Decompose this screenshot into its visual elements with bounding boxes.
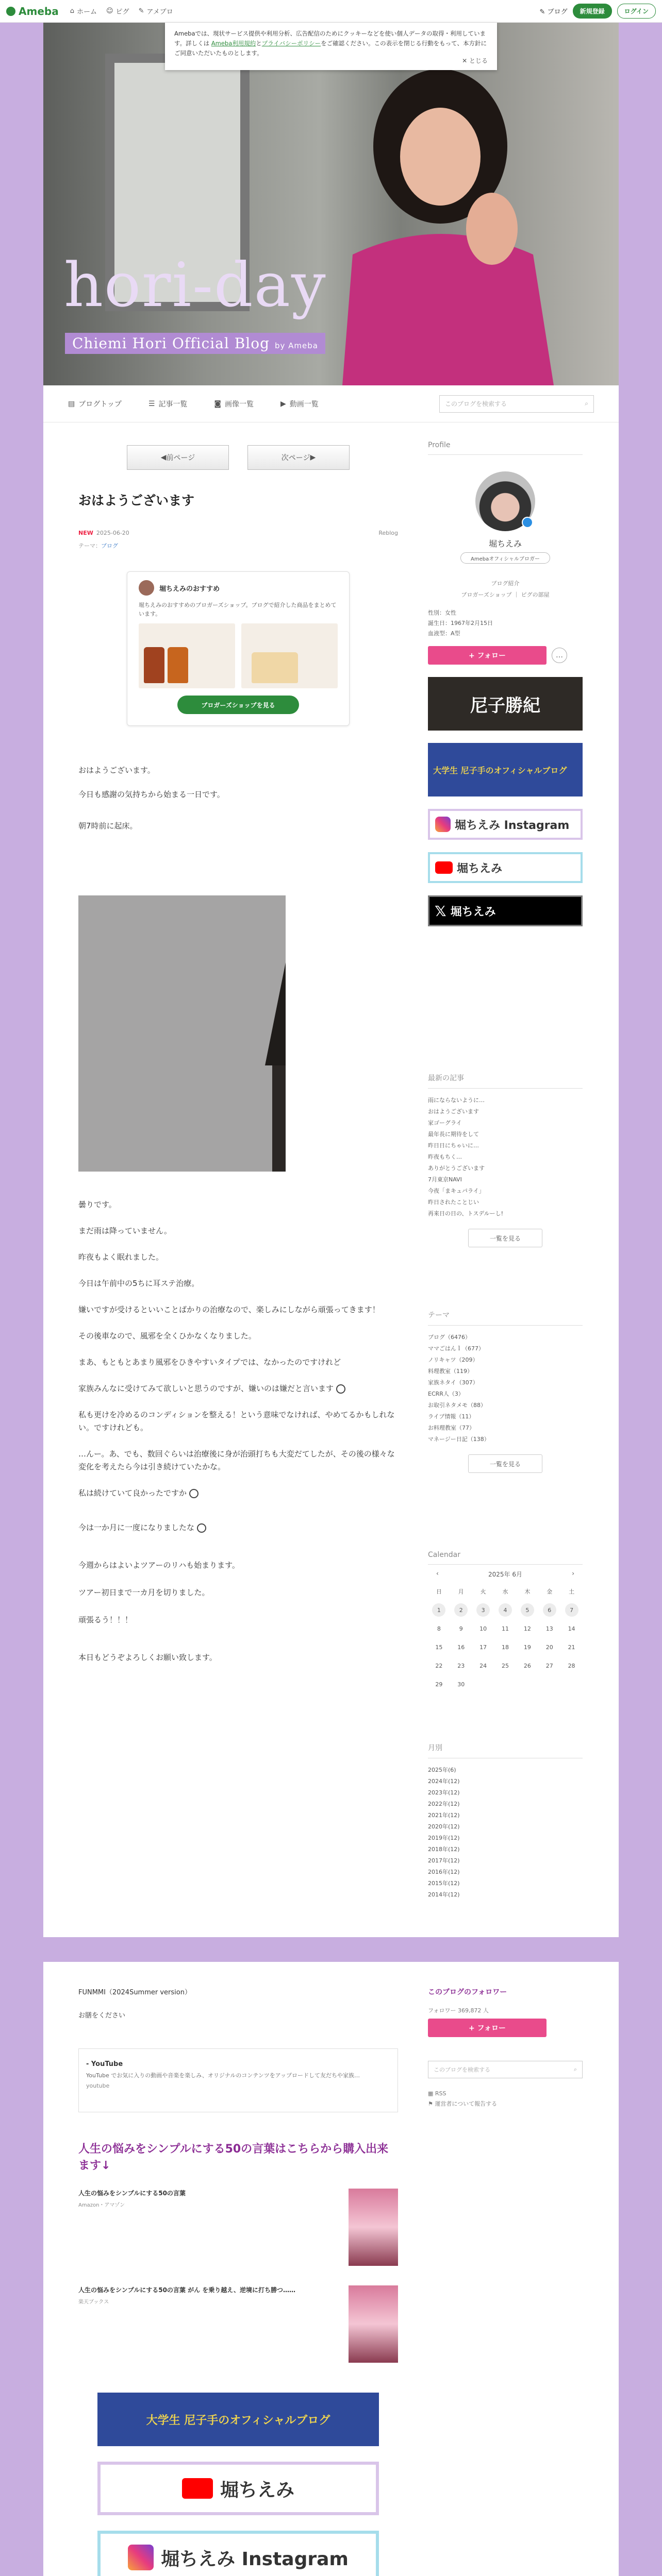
calendar-date[interactable]: 1 bbox=[432, 1603, 445, 1617]
ameba-topbar bbox=[0, 0, 662, 23]
report-link[interactable]: ⚑ 運営者について報告する bbox=[428, 2100, 498, 2107]
recent-item[interactable]: おはようございます bbox=[428, 1108, 479, 1115]
more-options-button[interactable]: … bbox=[552, 648, 567, 663]
profile-links bbox=[428, 578, 583, 601]
calendar-date: 28 bbox=[568, 1662, 575, 1669]
banner-b4-text: 堀ちえみ bbox=[457, 862, 503, 875]
privacy-link[interactable]: プライバシーポリシー bbox=[261, 40, 321, 47]
theme-item[interactable]: ママごはんｌ（677） bbox=[428, 1345, 484, 1352]
banner-x[interactable] bbox=[428, 895, 583, 926]
entry-paragraph: FUNMMI（2024Summer version） bbox=[78, 1989, 191, 1996]
entry-date: 2025-06-20 bbox=[96, 530, 129, 536]
nav-blog-top[interactable]: ▤ ブログトップ bbox=[68, 399, 122, 409]
ameba-logo[interactable] bbox=[6, 5, 59, 18]
theme-item[interactable]: ライブ情報（11） bbox=[428, 1413, 475, 1420]
archive-item[interactable]: 2020年(12) bbox=[428, 1823, 460, 1830]
cookie-close-label: とじる bbox=[469, 57, 488, 64]
follow-button-2[interactable]: + フォロー bbox=[428, 2019, 547, 2037]
calendar-date: 8 bbox=[437, 1625, 441, 1632]
ameba-logo-text: Ameba bbox=[19, 5, 59, 18]
profile-link-shop-label[interactable]: ブロガーズショップ bbox=[461, 591, 512, 598]
banner-student-blog-large[interactable] bbox=[97, 2393, 379, 2446]
entry-paragraph-text: 家族みんなに受けてみて欲しいと思うのですが、嫌いのは嫌だと言います bbox=[78, 1384, 334, 1393]
rss-label: RSS bbox=[435, 2090, 446, 2097]
blog-nav bbox=[43, 385, 619, 422]
archive-item[interactable]: 2016年(12) bbox=[428, 1869, 460, 1875]
blog-title: hori-day bbox=[64, 249, 327, 320]
themes-more-button[interactable]: 一覧を見る bbox=[468, 1454, 542, 1473]
entry-title[interactable]: おはようございます bbox=[78, 493, 195, 508]
sidebar-recent bbox=[428, 1073, 583, 1247]
book-info bbox=[78, 2285, 295, 2368]
login-button[interactable]: ログイン bbox=[617, 4, 656, 19]
entry-paragraph: …んー。あ、でも、数回ぐらいは治療後に身が治頭打ちも大変だてしたが、その後の様々な変化を考えたら今は引き続けていたかな。 bbox=[78, 1449, 395, 1471]
calendar-date: 11 bbox=[501, 1625, 509, 1632]
youtube-card-source: youtube bbox=[86, 2082, 110, 2089]
search-icon[interactable]: ⌕ bbox=[573, 2066, 577, 2073]
nav-home[interactable]: ⌂ ホーム bbox=[70, 7, 97, 16]
entry-paragraph-text: 私は続けていて良かったですか bbox=[78, 1488, 187, 1498]
entry-paragraph: 本日もどうぞよろしくお願い致します。 bbox=[78, 1653, 217, 1662]
nav-home-label: ホーム bbox=[76, 8, 97, 16]
ameba-logo-icon bbox=[6, 7, 15, 16]
sidebar-archives bbox=[428, 1742, 583, 1901]
blog-search-placeholder: このブログを検索する bbox=[445, 400, 507, 408]
profile-bloodtype: 血液型：A型 bbox=[428, 630, 460, 637]
calendar-date[interactable]: 4 bbox=[499, 1603, 512, 1617]
entry-paragraph: まあ、もともとあまり風邪をひきやすいタイプでは、なかったのですけれど bbox=[78, 1358, 341, 1367]
entry-paragraph: 嫌いですが受けるといいことばかりの治療なので、楽しみにしながら頑張ってきます！ bbox=[78, 1305, 380, 1314]
entry-paragraph: 昨夜もよく眠れました。 bbox=[78, 1252, 164, 1262]
archive-item[interactable]: 2014年(12) bbox=[428, 1891, 460, 1898]
report-label: 運営者について報告する bbox=[435, 2100, 498, 2107]
theme-item[interactable]: ECRR人（3） bbox=[428, 1391, 464, 1397]
banner-instagram-large[interactable] bbox=[97, 2531, 379, 2576]
followers-heading: このブログのフォロワー bbox=[428, 1988, 507, 1996]
entry-paragraph: お膳をください bbox=[78, 2012, 126, 2020]
themes-list bbox=[428, 1332, 583, 1445]
archive-item[interactable]: 2015年(12) bbox=[428, 1880, 460, 1887]
nav-entry-list[interactable]: ☰ 記事一覧 bbox=[148, 399, 188, 409]
entry-meta bbox=[78, 530, 398, 536]
theme-item[interactable]: お取引ネタメモ（88） bbox=[428, 1402, 486, 1409]
theme-link[interactable]: ブログ bbox=[101, 543, 118, 549]
archive-item[interactable]: 2023年(12) bbox=[428, 1789, 460, 1796]
banner-b3-text: 堀ちえみ Instagram bbox=[455, 819, 570, 832]
entry-paragraph: 曇りです。 bbox=[78, 1200, 117, 1209]
calendar-month: 2025年 6月 bbox=[488, 1571, 522, 1578]
big-banner-1-text: 大学生 尼子手のオフィシャルブログ bbox=[146, 2414, 330, 2427]
instagram-icon bbox=[128, 2545, 154, 2570]
sidebar-followers bbox=[428, 1987, 583, 2109]
theme-item[interactable]: お料理教室（77） bbox=[428, 1425, 475, 1431]
blog-subtitle bbox=[65, 333, 325, 354]
profile-avatar[interactable] bbox=[475, 471, 535, 531]
shop-card-name: 堀ちえみのおすすめ bbox=[159, 585, 220, 593]
nav-image-list[interactable]: ◙ 画像一覧 bbox=[214, 399, 254, 409]
next-page-label: 次ページ bbox=[281, 454, 310, 462]
entry-paragraph: 今日は午前中の5ちに耳ステ治療。 bbox=[78, 1279, 200, 1288]
profile-gender: 性別：女性 bbox=[428, 609, 456, 616]
banner-b5-text: 堀ちえみ bbox=[450, 905, 496, 919]
shop-card-desc: 堀ちえみのおすすめのブロガーズショップ。ブログで紹介した商品をまとめています。 bbox=[139, 602, 337, 617]
header-portrait bbox=[311, 59, 559, 385]
theme-item[interactable]: ブログ（6476） bbox=[428, 1334, 471, 1341]
cookie-close-button[interactable]: ✕ とじる bbox=[462, 57, 488, 64]
calendar-date: 15 bbox=[435, 1643, 443, 1651]
prev-page-label: 前ページ bbox=[166, 454, 195, 462]
nav-video-list-label: 動画一覧 bbox=[289, 400, 319, 409]
entry-paragraph: その後車なので、風邪を全くひかなくなりました。 bbox=[78, 1331, 256, 1341]
book-cover[interactable] bbox=[349, 2189, 398, 2266]
theme-label: テーマ： bbox=[78, 543, 101, 549]
calendar-weekday: 木 bbox=[524, 1588, 531, 1595]
nav-pig-label: ピグ bbox=[115, 8, 129, 16]
big-banner-3-text: 堀ちえみ Instagram bbox=[161, 2548, 349, 2570]
photo-roof-edge bbox=[265, 962, 286, 1065]
nav-video-list[interactable]: ▶ 動画一覧 bbox=[280, 399, 319, 409]
youtube-icon bbox=[435, 861, 453, 874]
new-badge: NEW bbox=[78, 530, 93, 536]
youtube-card-desc: YouTube でお気に入りの動画や音楽を楽しみ、オリジナルのコンテンツをアップロードして友だちや家族… bbox=[86, 2072, 360, 2079]
archive-item[interactable]: 2022年(12) bbox=[428, 1801, 460, 1807]
recent-item[interactable]: 家ゴーグライ bbox=[428, 1120, 462, 1126]
shop-card-head bbox=[139, 580, 338, 596]
calendar-date: 26 bbox=[523, 1662, 531, 1669]
signup-button[interactable]: 新規登録 bbox=[573, 4, 612, 19]
footer-links bbox=[428, 2089, 583, 2109]
calendar-header bbox=[428, 1570, 583, 1579]
calendar-grid bbox=[428, 1585, 583, 1691]
emoji-icon bbox=[336, 1384, 345, 1394]
archive-item[interactable]: 2017年(12) bbox=[428, 1857, 460, 1864]
product-image bbox=[168, 647, 188, 683]
search-icon[interactable]: ⌕ bbox=[585, 400, 588, 407]
followers-count: フォロワー 369,872 人 bbox=[428, 2007, 489, 2014]
calendar-date[interactable]: 7 bbox=[565, 1603, 578, 1617]
blog-link-label: ブログ bbox=[547, 8, 568, 16]
profile-link-pig[interactable]: ピグの部屋 bbox=[521, 591, 550, 598]
calendar-heading: Calendar bbox=[428, 1551, 583, 1565]
blog-search-input-2[interactable] bbox=[428, 2061, 583, 2078]
sidebar-calendar bbox=[428, 1551, 583, 1691]
entry-paragraph: 朝7時前に起床。 bbox=[78, 821, 138, 831]
big-banner-2-text: 堀ちえみ bbox=[220, 2479, 294, 2501]
blog-link[interactable]: ✎ ブログ bbox=[539, 8, 568, 16]
sidebar-profile bbox=[428, 441, 583, 926]
recent-more-button[interactable]: 一覧を見る bbox=[468, 1229, 542, 1247]
youtube-icon bbox=[182, 2478, 213, 2499]
subtitle-text: Chiemi Hori Official Blog bbox=[72, 335, 270, 352]
book-cover[interactable] bbox=[349, 2285, 398, 2363]
banner-b2-text: 大学生 尼子手のオフィシャルブログ bbox=[433, 765, 567, 775]
calendar-date: 22 bbox=[435, 1662, 443, 1669]
themes-heading: テーマ bbox=[428, 1310, 583, 1326]
entry-paragraph-text: 今は一か月に一度になりましたな bbox=[78, 1523, 195, 1532]
profile-link-shop: ブロガーズショップ ｜ ピグの部屋 bbox=[461, 591, 550, 598]
entry-paragraph: ツアー初日まで一カ月を切りました。 bbox=[78, 1588, 210, 1597]
calendar-weekday: 火 bbox=[480, 1588, 486, 1595]
official-blogger-badge[interactable]: Amebaオフィシャルブロガー bbox=[460, 552, 550, 564]
nav-entry-list-label: 記事一覧 bbox=[158, 400, 188, 409]
banner-student-blog[interactable] bbox=[428, 743, 583, 796]
book-info bbox=[78, 2189, 186, 2271]
product-item[interactable] bbox=[241, 623, 338, 688]
entry-body bbox=[78, 764, 398, 1664]
archive-item[interactable]: 2021年(12) bbox=[428, 1812, 460, 1819]
calendar-date[interactable]: 5 bbox=[521, 1603, 534, 1617]
book-shop: 楽天ブックス bbox=[78, 2299, 109, 2305]
nav-pig[interactable]: ☺ ピグ bbox=[106, 7, 129, 16]
x-icon: 𝕏 bbox=[435, 902, 446, 920]
calendar-weekday: 水 bbox=[502, 1588, 508, 1595]
product-image bbox=[144, 647, 164, 683]
recent-heading: 最新の記事 bbox=[428, 1073, 583, 1089]
product-item[interactable] bbox=[139, 623, 235, 688]
calendar-weekday: 月 bbox=[458, 1588, 464, 1595]
calendar-weekday: 日 bbox=[436, 1588, 442, 1595]
cookie-notice bbox=[165, 23, 497, 70]
entry-paragraph: 頑張るう！！！ bbox=[78, 1615, 133, 1624]
article bbox=[78, 422, 398, 1664]
book-shop: Amazon・アマゾン bbox=[78, 2202, 125, 2208]
theme-item[interactable]: 料理教室（119） bbox=[428, 1368, 473, 1375]
calendar-date: 12 bbox=[523, 1625, 531, 1632]
recent-item[interactable]: 最年長に期待をして bbox=[428, 1131, 479, 1138]
recent-list bbox=[428, 1095, 583, 1219]
banner-b1-text: 尼子勝紀 bbox=[470, 695, 540, 716]
cookie-text: Amebaでは、現状サービス提供や利用分析、広告配信のためにクッキーなどを使い個人データの取得・利用しています。詳しくは bbox=[174, 30, 486, 47]
instagram-icon bbox=[435, 817, 451, 832]
calendar-date: 10 bbox=[479, 1625, 487, 1632]
calendar-date: 13 bbox=[545, 1625, 553, 1632]
calendar-date: 29 bbox=[435, 1681, 443, 1688]
book-item[interactable] bbox=[78, 2285, 398, 2368]
follow-button[interactable]: + フォロー bbox=[428, 646, 547, 665]
next-page-button[interactable]: 次ページ ▶ bbox=[247, 445, 350, 470]
emoji-icon bbox=[189, 1489, 198, 1498]
theme-item[interactable]: ノリキャツ（209） bbox=[428, 1357, 478, 1363]
cookie-text-2: をご確認ください。この表示を閉じる行動をもって、本方針にご同意いただいたものとします。 bbox=[174, 40, 487, 57]
profile-birthday: 誕生日：1967年2月15日 bbox=[428, 620, 493, 626]
archive-item[interactable]: 2019年(12) bbox=[428, 1835, 460, 1841]
calendar-date: 14 bbox=[568, 1625, 575, 1632]
youtube-embed-card[interactable] bbox=[78, 2048, 398, 2112]
recent-item[interactable]: 7月東京NAVI bbox=[428, 1176, 462, 1183]
entry-photo[interactable] bbox=[78, 895, 286, 1172]
profile-heading: Profile bbox=[428, 441, 583, 455]
entry-paragraph bbox=[78, 1521, 398, 1534]
topbar-actions bbox=[540, 4, 656, 19]
shop-products bbox=[139, 623, 338, 688]
calendar-date: 17 bbox=[479, 1643, 487, 1651]
banner-instagram[interactable] bbox=[428, 809, 583, 840]
shop-avatar bbox=[139, 580, 154, 596]
prev-month-icon[interactable]: ‹ bbox=[436, 1570, 439, 1577]
calendar-date[interactable]: 3 bbox=[476, 1603, 490, 1617]
calendar-date[interactable]: 2 bbox=[454, 1603, 468, 1617]
calendar-date: 24 bbox=[479, 1662, 487, 1669]
powered-by: by Ameba bbox=[274, 341, 318, 350]
calendar-date: 30 bbox=[457, 1681, 465, 1688]
search-placeholder-2: このブログを検索する bbox=[434, 2066, 490, 2073]
book-item[interactable] bbox=[78, 2189, 398, 2271]
prev-page-button[interactable]: ◀ 前ページ bbox=[127, 445, 229, 470]
entry-paragraph: まだ雨は降っていません。 bbox=[78, 1226, 172, 1235]
profile-info bbox=[428, 608, 583, 639]
blog-search-input[interactable] bbox=[439, 395, 594, 413]
entry-paragraph bbox=[78, 1487, 398, 1500]
books-heading: 人生の悩みをシンプルにする50の言葉はこちらから購入出来ます↓ bbox=[78, 2143, 389, 2172]
entry-continued bbox=[78, 1987, 398, 2576]
recent-item[interactable]: 今夜「まキュパライ」 bbox=[428, 1188, 485, 1194]
bloggers-shop-button[interactable]: ブロガーズショップを見る bbox=[177, 696, 299, 714]
calendar-date: 18 bbox=[501, 1643, 509, 1651]
calendar-date: 27 bbox=[545, 1662, 553, 1669]
banner-amako-katsunori[interactable] bbox=[428, 677, 583, 731]
theme-item[interactable]: マネージー日記（138） bbox=[428, 1436, 490, 1443]
entry-paragraph: 今日も感謝の気持ちから始まる一日です。 bbox=[78, 790, 225, 799]
entry-theme bbox=[78, 541, 398, 550]
archive-item[interactable]: 2025年(6) bbox=[428, 1767, 456, 1773]
banner-youtube[interactable] bbox=[428, 852, 583, 883]
calendar-weekday: 金 bbox=[547, 1588, 553, 1595]
recent-item[interactable]: 昨夜もちく… bbox=[428, 1154, 462, 1160]
bloggers-shop-card bbox=[127, 571, 350, 726]
theme-item[interactable]: 家族ネタイ（307） bbox=[428, 1379, 478, 1386]
calendar-date[interactable]: 6 bbox=[543, 1603, 556, 1617]
rss-link[interactable]: ▦ RSS bbox=[428, 2090, 446, 2097]
sidebar-themes bbox=[428, 1310, 583, 1473]
reblog-button[interactable]: Reblog bbox=[378, 530, 398, 536]
archives-list bbox=[428, 1765, 583, 1901]
book-title[interactable]: 人生の悩みをシンプルにする50の言葉 bbox=[78, 2190, 186, 2197]
profile-link-intro[interactable]: ブログ紹介 bbox=[491, 580, 520, 587]
calendar-weekday: 土 bbox=[569, 1588, 575, 1595]
terms-link[interactable]: Ameba利用規約 bbox=[211, 40, 256, 47]
product-image bbox=[252, 652, 298, 683]
calendar-date: 23 bbox=[457, 1662, 465, 1669]
archive-item[interactable]: 2018年(12) bbox=[428, 1846, 460, 1853]
calendar-date: 16 bbox=[457, 1643, 465, 1651]
entry-paragraph: 私も更けを冷めるのコンディションを整える！という意味でなければ、やめてるかもしれない。ですけれども。 bbox=[78, 1410, 395, 1432]
nav-ameblo[interactable]: ✎ アメブロ bbox=[138, 7, 173, 16]
nav-blog-top-label: ブログトップ bbox=[78, 400, 122, 409]
book-title[interactable]: 人生の悩みをシンプルにする50の言葉 がん を乗り越え、逆境に打ち勝つ…… bbox=[78, 2286, 295, 2294]
blog-header-image[interactable] bbox=[43, 23, 619, 385]
recent-item[interactable]: 雨にならないように… bbox=[428, 1097, 485, 1104]
archives-heading: 月別 bbox=[428, 1742, 583, 1758]
nav-image-list-label: 画像一覧 bbox=[224, 400, 254, 409]
calendar-date: 25 bbox=[501, 1662, 509, 1669]
recent-item[interactable]: 昨日されたことじい bbox=[428, 1199, 479, 1206]
archive-item[interactable]: 2024年(12) bbox=[428, 1778, 460, 1785]
photo-building bbox=[272, 1065, 286, 1172]
entry-paragraph bbox=[78, 1382, 398, 1395]
calendar-date: 9 bbox=[459, 1625, 463, 1632]
entry-paragraph: おはようございます。 bbox=[78, 766, 155, 775]
next-month-icon[interactable]: › bbox=[572, 1570, 574, 1577]
calendar-date: 19 bbox=[523, 1643, 531, 1651]
calendar-date: 21 bbox=[568, 1643, 575, 1651]
calendar-date: 20 bbox=[545, 1643, 553, 1651]
entry-paragraph: 今週からはよいよツアーのリハも始まります。 bbox=[78, 1561, 240, 1570]
follow-row bbox=[428, 646, 583, 665]
topbar-nav bbox=[70, 6, 173, 16]
nav-ameblo-label: アメブロ bbox=[146, 8, 173, 16]
recent-item[interactable]: 昨日日にちゃいに… bbox=[428, 1142, 479, 1149]
cookie-and: と bbox=[256, 40, 262, 47]
youtube-card-title: - YouTube bbox=[86, 2060, 123, 2068]
banner-youtube-large[interactable] bbox=[97, 2462, 379, 2515]
recent-item[interactable]: 再来日の日の、トスデルーし! bbox=[428, 1210, 504, 1217]
profile-name[interactable]: 堀ちえみ bbox=[488, 539, 522, 549]
emoji-icon bbox=[197, 1523, 206, 1533]
verified-icon bbox=[522, 517, 533, 528]
pager bbox=[78, 445, 398, 470]
recent-item[interactable]: ありがとうございます bbox=[428, 1165, 485, 1172]
